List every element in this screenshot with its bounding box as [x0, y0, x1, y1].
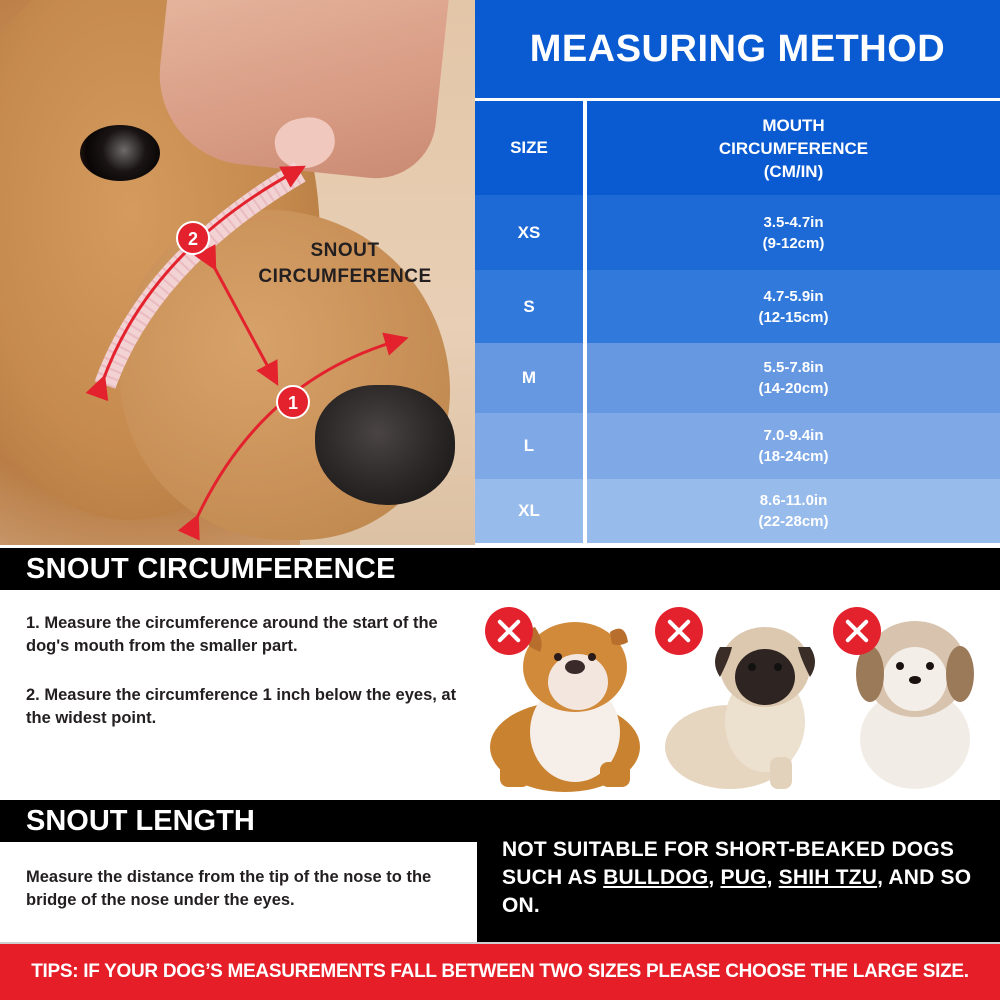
- table-row: [475, 479, 1000, 543]
- warning-suffix: , AND SO ON.: [502, 866, 972, 917]
- x-circle-icon: [833, 607, 881, 655]
- table-header-row: [475, 101, 1000, 195]
- snout-length-instructions: Measure the distance from the tip of the nose to the bridge of the nose under the eyes.: [26, 868, 432, 909]
- row-size: XS: [517, 222, 541, 242]
- table-row: [475, 195, 1000, 270]
- table-title: MEASURING METHOD: [475, 0, 1000, 98]
- row-inches: 5.5-7.8in: [763, 359, 824, 376]
- row-size: XL: [518, 501, 540, 520]
- warning-prefix: NOT SUITABLE FOR SHORT-BEAKED DOGS SUCH AS: [502, 838, 955, 889]
- size-table: [475, 0, 1000, 545]
- row-inches: 4.7-5.9in: [763, 287, 824, 305]
- x-circle-icon: [655, 607, 703, 655]
- header-mouth-circumference: [587, 101, 1000, 195]
- svg-text:1: 1: [287, 393, 299, 413]
- row-inches: 3.5-4.7in: [763, 213, 824, 231]
- x-circle-icon: [485, 607, 533, 655]
- label-line-2: CIRCUMFERENCE: [258, 266, 432, 287]
- dog-measuring-photo: [0, 0, 475, 545]
- snout-length-heading: SNOUT LENGTH: [0, 800, 1000, 842]
- row-cm: (14-20cm): [758, 380, 829, 397]
- separator: ,: [708, 866, 721, 889]
- snout-circumference-heading: SNOUT CIRCUMFERENCE: [0, 548, 475, 590]
- row-value: [587, 195, 1000, 270]
- label-line-1: SNOUT: [310, 240, 380, 261]
- header-bar: [475, 548, 1000, 590]
- separator: ,: [766, 866, 779, 889]
- table-row: [475, 343, 1000, 413]
- table-row: [475, 413, 1000, 479]
- row-size: M: [521, 368, 537, 387]
- row-inches: 8.6-11.0in: [759, 492, 828, 509]
- row-value: [587, 413, 1000, 479]
- table-row: [475, 270, 1000, 343]
- row-inches: 7.0-9.4in: [763, 427, 824, 444]
- header-line-2: CIRCUMFERENCE: [718, 138, 869, 158]
- breed-shih-tzu: SHIH TZU: [778, 866, 878, 889]
- row-cm: (12-15cm): [758, 308, 829, 326]
- row-size: S: [523, 296, 535, 316]
- breed-pug: PUG: [720, 866, 767, 889]
- header-line-3: (CM/IN): [763, 161, 824, 181]
- svg-text:2: 2: [187, 229, 199, 249]
- row-cm: (9-12cm): [762, 234, 825, 252]
- breed-bulldog: BULLDOG: [603, 866, 709, 889]
- header-line-1: MOUTH: [762, 115, 825, 135]
- row-size: L: [523, 436, 535, 455]
- row-cm: (22-28cm): [758, 513, 829, 530]
- row-value: [587, 270, 1000, 343]
- instruction-step-1: 1. Measure the circumference around the start of the dog's mouth from the smaller part.: [26, 614, 438, 655]
- row-value: [587, 479, 1000, 543]
- header-size: SIZE: [510, 138, 548, 157]
- snout-circumference-label: [245, 238, 445, 290]
- instruction-step-2: 2. Measure the circumference 1 inch below the eyes, at the widest point.: [26, 686, 457, 727]
- row-cm: (18-24cm): [758, 448, 829, 465]
- row-value: [587, 343, 1000, 413]
- not-suitable-warning: [502, 836, 982, 920]
- unsuitable-breeds-images: [475, 592, 1000, 798]
- tips-banner: TIPS: IF YOUR DOG’S MEASUREMENTS FALL BETWEEN TWO SIZES PLEASE CHOOSE THE LARGE SIZE.: [0, 944, 1000, 1000]
- snout-circumference-instructions: [26, 612, 466, 756]
